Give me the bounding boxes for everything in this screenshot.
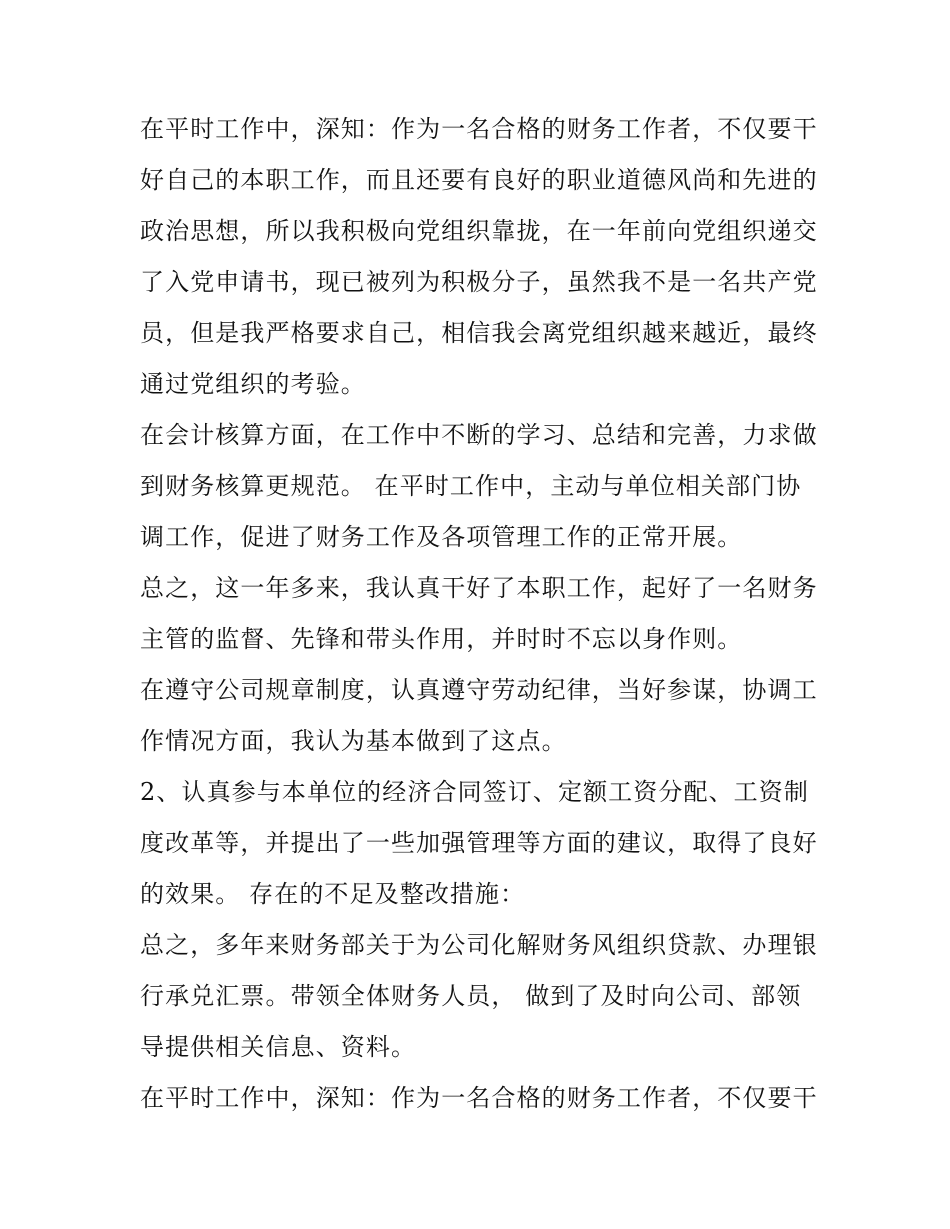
- text-line: 行承兑汇票。带领全体财务人员， 做到了及时向公司、部领: [140, 982, 802, 1010]
- text-line: 总之，这一年多来，我认真干好了本职工作，起好了一名财务: [140, 574, 818, 602]
- text-line: 在遵守公司规章制度，认真遵守劳动纪律，当好参谋，协调工: [140, 676, 818, 704]
- text-line: 导提供相关信息、资料。: [140, 1033, 417, 1061]
- text-line: 度改革等，并提出了一些加强管理等方面的建议，取得了良好: [140, 829, 818, 857]
- text-line: 员，但是我严格要求自己，相信我会离党组织越来越近，最终: [140, 319, 818, 347]
- text-line: 在平时工作中，深知：作为一名合格的财务工作者，不仅要干: [140, 115, 818, 143]
- text-line: 2、认真参与本单位的经济合同签订、定额工资分配、工资制: [140, 778, 809, 806]
- text-line: 在会计核算方面，在工作中不断的学习、总结和完善，力求做: [140, 421, 818, 449]
- text-line: 了入党申请书，现已被列为积极分子，虽然我不是一名共产党: [140, 268, 818, 296]
- text-line: 主管的监督、先锋和带头作用，并时时不忘以身作则。: [140, 625, 743, 653]
- text-line: 在平时工作中，深知：作为一名合格的财务工作者，不仅要干: [140, 1084, 818, 1112]
- text-line: 总之，多年来财务部关于为公司化解财务风组织贷款、办理银: [140, 931, 818, 959]
- text-line: 好自己的本职工作，而且还要有良好的职业道德风尚和先进的: [140, 166, 818, 194]
- text-line: 作情况方面，我认为基本做到了这点。: [140, 727, 567, 755]
- text-line: 政治思想，所以我积极向党组织靠拢，在一年前向党组织递交: [140, 217, 818, 245]
- text-line: 的效果。 存在的不足及整改措施：: [140, 880, 526, 908]
- text-line: 通过党组织的考验。: [140, 370, 366, 398]
- text-line: 调工作，促进了财务工作及各项管理工作的正常开展。: [140, 523, 743, 551]
- text-line: 到财务核算更规范。 在平时工作中，主动与单位相关部门协: [140, 472, 802, 500]
